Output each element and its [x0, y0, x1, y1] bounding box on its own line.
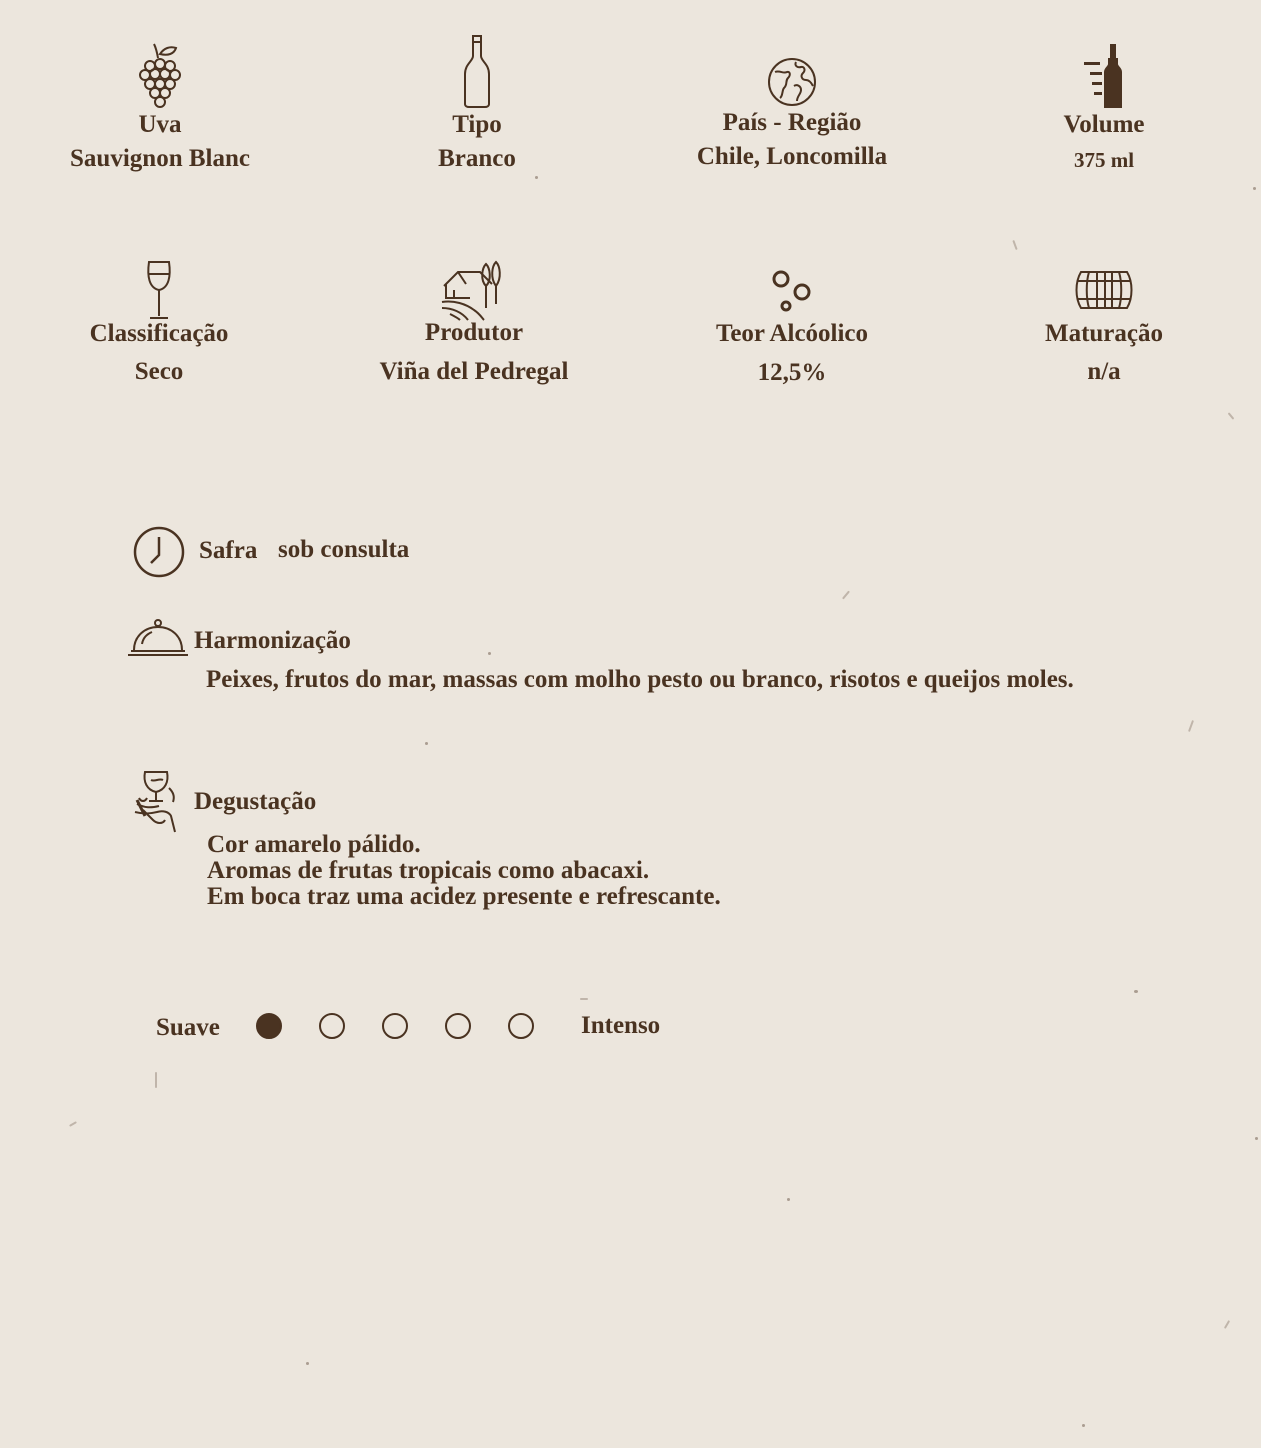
wine-glass-icon: [144, 258, 174, 322]
degustacao-line: Cor amarelo pálido.: [207, 831, 421, 858]
attribute-value: Branco: [438, 145, 516, 172]
degustacao-line: Em boca traz uma acidez presente e refrescante.: [207, 883, 721, 910]
intensity-right-label: Intenso: [581, 1012, 661, 1039]
cloche-icon: [127, 618, 189, 658]
degustacao-notes: [207, 832, 721, 910]
intensity-dot-empty: [508, 1013, 534, 1039]
attribute-value: Viña del Pedregal: [379, 358, 569, 385]
safra-label: Safra: [199, 537, 258, 564]
harmonizacao-label: Harmonização: [194, 627, 351, 654]
degustacao-line: Aromas de frutas tropicais como abacaxi.: [207, 857, 650, 884]
attribute-label: Produtor: [424, 319, 524, 346]
intensity-dot-empty: [382, 1013, 408, 1039]
intensity-dot-filled: [256, 1013, 282, 1039]
attribute-value: Sauvignon Blanc: [70, 145, 250, 172]
attribute-value: Chile, Loncomilla: [696, 143, 888, 170]
bubbles-icon: [768, 268, 816, 314]
attribute-label: Teor Alcóolico: [715, 320, 869, 347]
globe-icon: [766, 56, 818, 108]
attribute-value: 375 ml: [1073, 148, 1135, 172]
attribute-label: Tipo: [452, 111, 502, 138]
harmonizacao-text: Peixes, frutos do mar, massas com molho pesto ou branco, risotos e queijos moles.: [206, 666, 1074, 693]
degustacao-label: Degustação: [194, 788, 317, 815]
bottle-volume-icon: [1082, 42, 1126, 110]
tasting-hand-icon: [133, 768, 183, 836]
safra-value: sob consulta: [278, 536, 410, 563]
barrel-icon: [1075, 268, 1133, 312]
attribute-label: Classificação: [89, 320, 229, 347]
attribute-label: Uva: [138, 111, 182, 138]
intensity-dot-empty: [445, 1013, 471, 1039]
winery-icon: [440, 258, 508, 322]
attribute-value: 12,5%: [757, 359, 827, 386]
bottle-outline-icon: [462, 34, 492, 108]
attribute-label: Maturação: [1044, 320, 1164, 347]
attribute-value: n/a: [1087, 358, 1121, 385]
clock-icon: [132, 525, 186, 579]
intensity-left-label: Suave: [156, 1014, 220, 1041]
intensity-dot-empty: [319, 1013, 345, 1039]
grape-icon: [138, 42, 182, 108]
attribute-label: Volume: [1063, 111, 1145, 138]
attribute-value: Seco: [134, 358, 184, 385]
attribute-label: País - Região: [722, 109, 862, 136]
